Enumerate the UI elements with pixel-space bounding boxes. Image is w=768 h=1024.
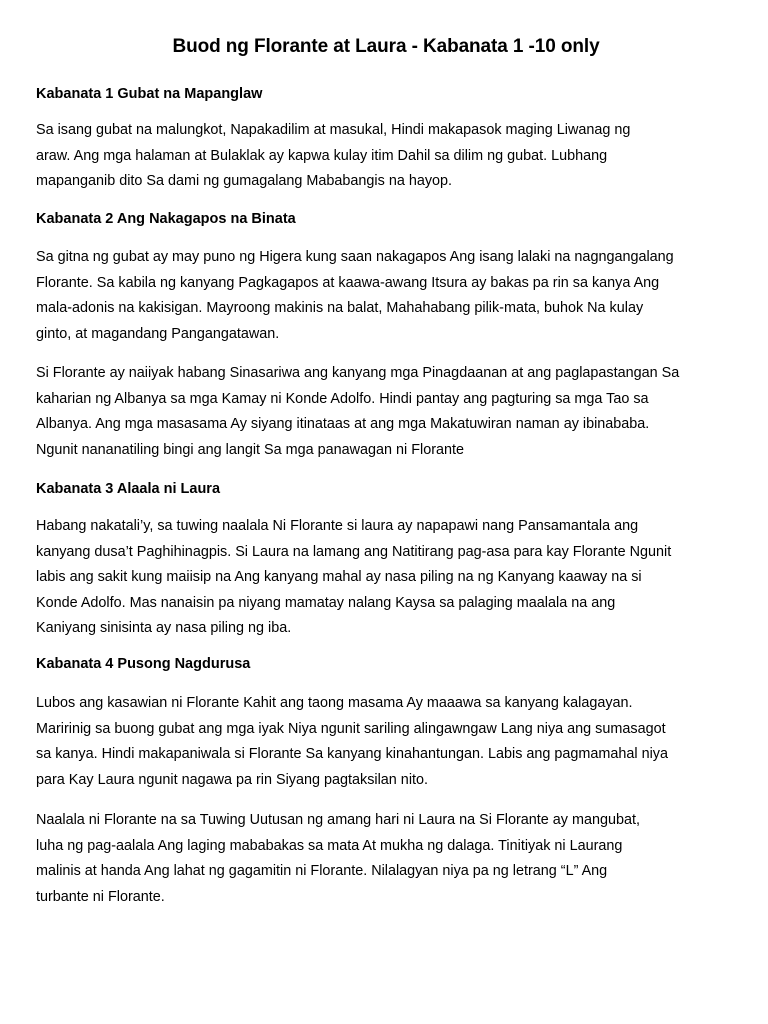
text-line: Habang nakatali’y, sa tuwing naalala Ni Florante si laura ay napapawi nang Pansamantala ang <box>36 518 639 534</box>
text-line: Sa isang gubat na malungkot, Napakadilim at masukal, Hindi makapasok maging Liwanag ng <box>36 122 631 138</box>
paragraph <box>36 245 736 347</box>
text-line: araw. Ang mga halaman at Bulaklak ay kapwa kulay itim Dahil sa dilim ng gubat. Lubhang <box>36 147 608 164</box>
section-heading-kabanata-2: Kabanata 2 Ang Nakagapos na Binata <box>36 211 296 227</box>
text-line: labis ang sakit kung maiisip na Ang kanyang mahal ay nasa piling na ng Kanyang kaaway na si <box>36 569 642 586</box>
text-line: Ngunit nananatiling bingi ang langit Sa mga panawagan ni Florante <box>36 441 465 458</box>
text-line: malinis at handa Ang lahat ng gagamitin ni Florante. Nilalagyan niya pa ng letrang “L” Ang <box>36 863 608 880</box>
document-title: Buod ng Florante at Laura - Kabanata 1 -10 only <box>172 36 600 57</box>
section-heading-kabanata-1: Kabanata 1 Gubat na Mapanglaw <box>36 86 263 102</box>
text-line: mapanganib dito Sa dami ng gumagalang Mababangis na hayop. <box>36 173 453 190</box>
text-line: Si Florante ay naiiyak habang Sinasariwa ang kanyang mga Pinagdaanan at ang paglapastangan Sa <box>36 365 680 381</box>
section-heading-kabanata-3: Kabanata 3 Alaala ni Laura <box>36 481 221 497</box>
text-line: turbante ni Florante. <box>36 888 165 905</box>
paragraph <box>36 514 736 642</box>
text-line: luha ng pag-aalala Ang laging mababakas sa mata At mukha ng dalaga. Tinitiyak ni Laurang <box>36 837 623 854</box>
section-heading-kabanata-4: Kabanata 4 Pusong Nagdurusa <box>36 656 251 672</box>
paragraph <box>36 691 736 793</box>
text-line: mala-adonis na kakisigan. Mayroong makinis na balat, Mahahabang pilik-mata, buhok Na kulay <box>36 300 644 317</box>
text-line: Kaniyang sinisinta ay nasa piling ng iba. <box>36 620 292 637</box>
text-line: para Kay Laura ngunit nagawa pa rin Siyang pagtaksilan nito. <box>36 771 429 788</box>
text-line: Maririnig sa buong gubat ang mga iyak Niya ngunit sariling alingawngaw Lang niya ang sumasagot <box>36 720 666 737</box>
text-line: Albanya. Ang mga masasama Ay siyang itinataas at ang mga Makatuwiran naman ay ibinababa. <box>36 416 650 433</box>
text-line: Konde Adolfo. Mas nanaisin pa niyang mamatay nalang Kaysa sa palaging maalala na ang <box>36 594 616 611</box>
text-line: Florante. Sa kabila ng kanyang Pagkagapos at kaawa-awang Itsura ay bakas pa rin sa kanya Ang <box>36 274 660 291</box>
text-line: Sa gitna ng gubat ay may puno ng Higera kung saan nakagapos Ang isang lalaki na nagngangalang <box>36 249 674 265</box>
paragraph <box>36 808 736 910</box>
text-line: Lubos ang kasawian ni Florante Kahit ang taong masama Ay maaawa sa kanyang kalagayan. <box>36 695 633 711</box>
text-line: sa kanya. Hindi makapaniwala si Florante Sa kanyang kinahantungan. Labis ang pagmamahal niya <box>36 746 668 763</box>
text-line: Naalala ni Florante na sa Tuwing Uutusan ng amang hari ni Laura na Si Florante ay mangubat, <box>36 812 640 828</box>
text-line: kaharian ng Albanya sa mga Kamay ni Konde Adolfo. Hindi pantay ang pagturing sa mga Tao sa <box>36 390 649 407</box>
text-line: kanyang dusa’t Paghihinagpis. Si Laura na lamang ang Natitirang pag-asa para kay Florante Ngunit <box>36 543 672 560</box>
paragraph <box>36 118 736 195</box>
text-line: ginto, at magandang Pangangatawan. <box>36 325 280 342</box>
paragraph <box>36 361 736 463</box>
